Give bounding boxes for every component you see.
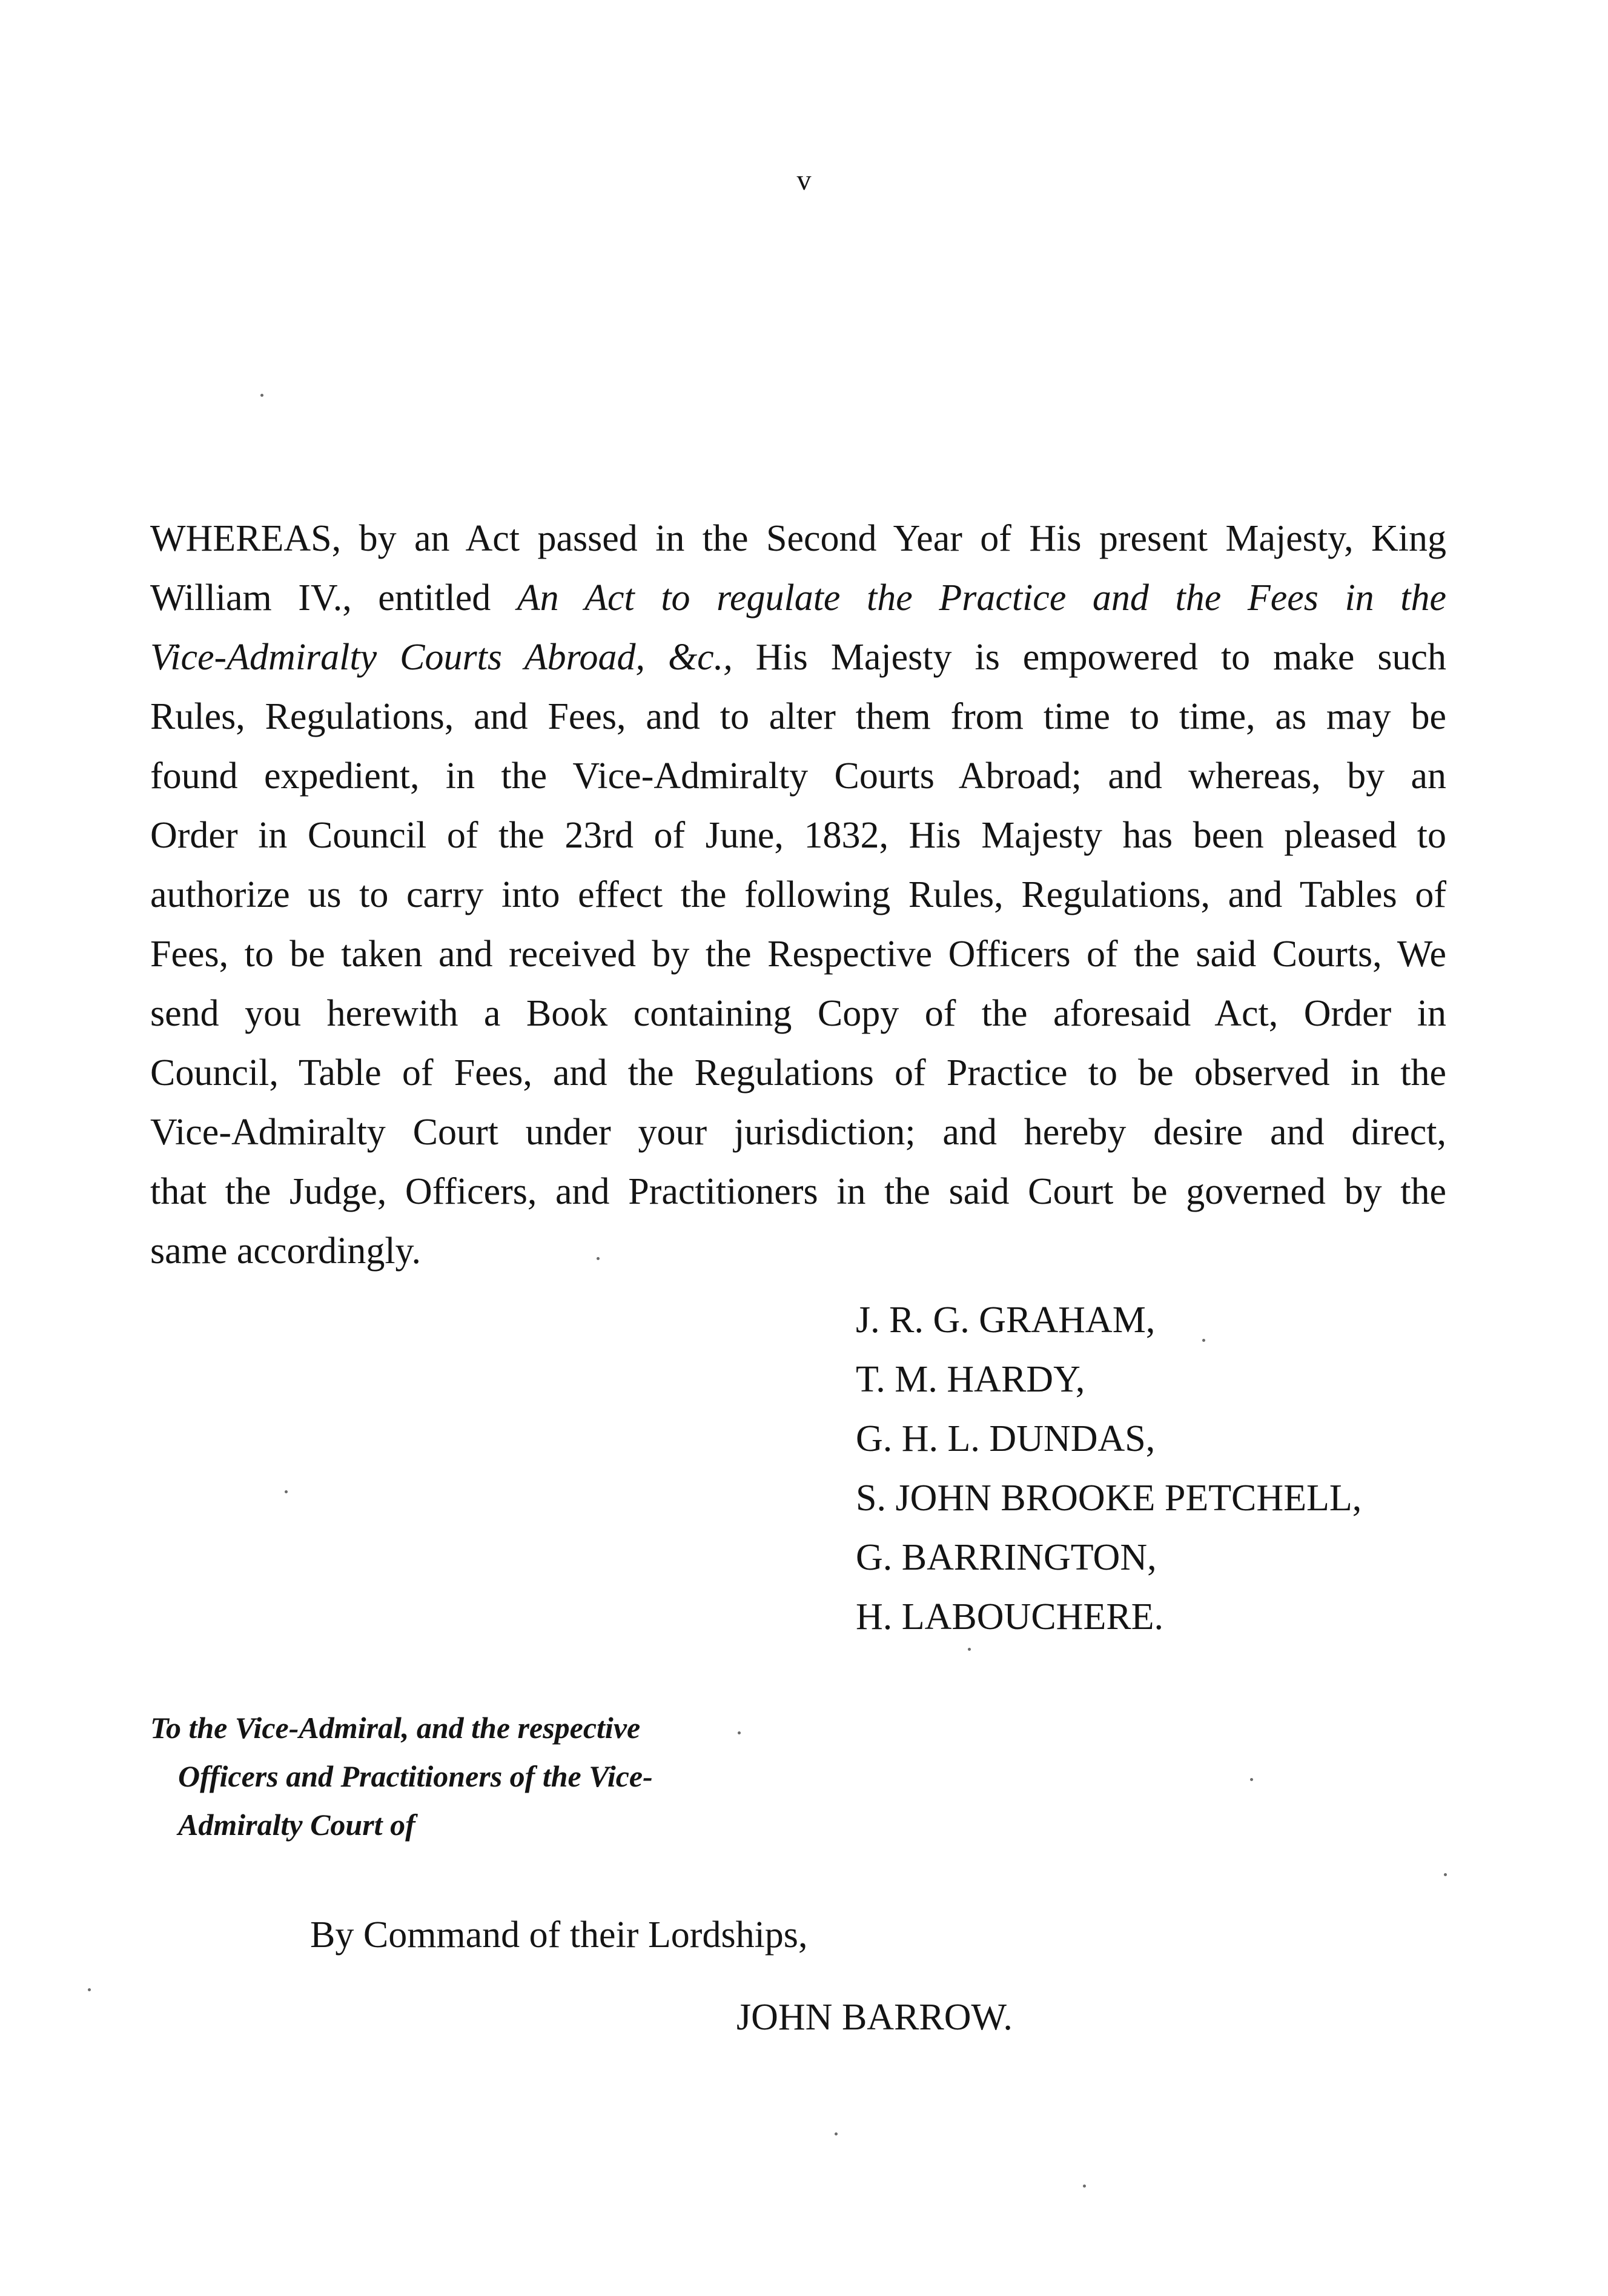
address-line: Admiralty Court of — [178, 1808, 415, 1842]
body-line — [150, 568, 1446, 628]
scan-speck — [835, 2132, 838, 2135]
body-text-run: Council, Table of Fees, and the Regulations of Practice to be observed in the — [150, 1052, 1446, 1093]
body-text-run: found expedient, in the Vice-Admiralty Courts Abroad; and whereas, by an — [150, 755, 1446, 797]
body-line — [150, 1162, 1446, 1221]
scan-speck — [1202, 1339, 1205, 1342]
signatory-name: G. H. L. DUNDAS, — [856, 1418, 1156, 1459]
signatory-name: H. LABOUCHERE. — [856, 1596, 1164, 1637]
signatory-name: G. BARRINGTON, — [856, 1537, 1157, 1578]
body-text-run: that the Judge, Officers, and Practitioners in the said Court be governed by the — [150, 1171, 1446, 1212]
body-line — [150, 628, 1446, 687]
body-paragraph — [150, 509, 1446, 1281]
body-text-run: Order in Council of the 23rd of June, 1832, His Majesty has been pleased to — [150, 815, 1446, 856]
signatory-name: T. M. HARDY, — [856, 1359, 1085, 1400]
scan-speck — [968, 1648, 971, 1651]
body-text-run: Fees, to be taken and received by the Respective Officers of the said Courts, We — [150, 934, 1446, 975]
address-line: Officers and Practitioners of the Vice- — [178, 1759, 653, 1793]
italic-text: An Act to regulate the Practice and the Fees in the — [517, 577, 1446, 619]
secretary-signature: JOHN BARROW. — [736, 1997, 1013, 2038]
body-line — [150, 1221, 1446, 1281]
body-text-run: William IV., entitled — [150, 577, 517, 619]
body-line — [150, 806, 1446, 865]
body-text-run: authorize us to carry into effect the following Rules, Regulations, and Tables of — [150, 874, 1446, 915]
scan-speck — [738, 1731, 741, 1734]
body-text-run: Vice-Admiralty Court under your jurisdiction; and hereby desire and direct, — [150, 1112, 1446, 1153]
scan-speck — [260, 394, 263, 397]
scan-speck — [285, 1490, 288, 1493]
italic-text: Vice-Admiralty Courts Abroad, &c., — [150, 637, 733, 678]
body-text-run: send you herewith a Book containing Copy of the aforesaid Act, Order in — [150, 993, 1446, 1034]
body-line — [150, 746, 1446, 806]
scan-speck — [1250, 1778, 1253, 1781]
address-line: To the Vice-Admiral, and the respective — [150, 1711, 641, 1745]
command-line: By Command of their Lordships, — [310, 1914, 808, 1956]
body-text-run: same accordingly. — [150, 1230, 422, 1272]
body-line — [150, 1043, 1446, 1103]
page-number: v — [796, 164, 812, 196]
body-text-run: His Majesty is empowered to make such — [732, 637, 1447, 678]
scan-speck — [88, 1988, 91, 1991]
address-block — [150, 1704, 653, 1849]
scan-speck — [1444, 1873, 1447, 1876]
body-line — [150, 865, 1446, 924]
signatories-list — [856, 1290, 1362, 1647]
signatory-name: J. R. G. GRAHAM, — [856, 1299, 1156, 1341]
body-line — [150, 1103, 1446, 1162]
body-text-run: Rules, Regulations, and Fees, and to alter them from time to time, as may be — [150, 696, 1446, 737]
body-text-run: WHEREAS, by an Act passed in the Second Year of His present Majesty, King — [150, 518, 1446, 559]
scan-speck — [597, 1257, 600, 1260]
body-line — [150, 509, 1446, 568]
signatory-name: S. JOHN BROOKE PETCHELL, — [856, 1478, 1362, 1519]
body-line — [150, 687, 1446, 746]
body-line — [150, 924, 1446, 984]
scan-speck — [1083, 2185, 1086, 2188]
body-line — [150, 984, 1446, 1043]
